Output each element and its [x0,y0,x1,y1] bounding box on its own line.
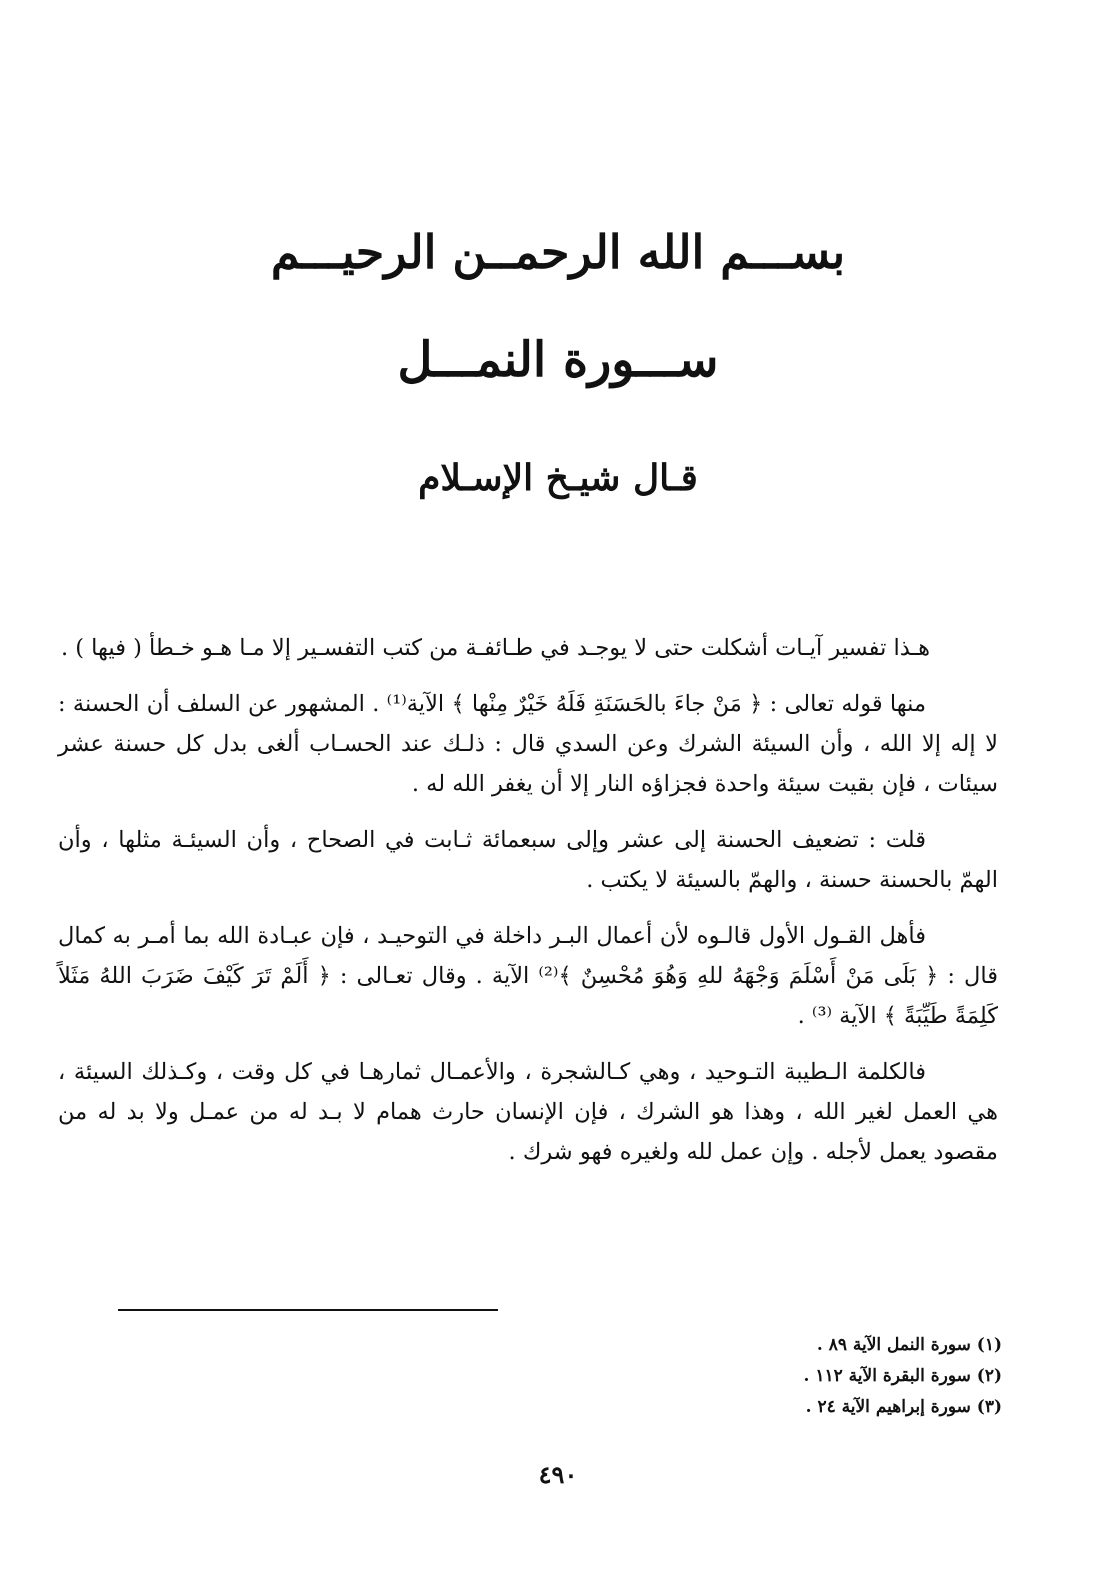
footnote-divider [118,1309,498,1311]
footnote: (٣) سورة إبراهيم الآية ٢٤ . [805,1397,1002,1417]
basmala-heading: بســـم الله الرحمــن الرحيـــم [270,225,846,279]
paragraph: قلت : تضعيف الحسنة إلى عشر وإلى سبعمائة ثـابت في الصحاح ، وأن السيئـة مثلها ، وأن الهمّ بالحسنة حسنة ، والهمّ بالسيئة لا يكتب . [58,827,998,893]
paragraph: فأهل القـول الأول قالـوه لأن أعمال البـر داخلة في التوحيـد ، فإن عبـادة الله بما أمـر به كمال قال : ﴿ بَلَى مَنْ أَسْلَمَ وَجْهَهُ للهِ وَهُوَ مُحْسِنٌ ﴾⁽²⁾ الآية . وقال تعـالى : ﴿ أَلَمْ تَرَ كَيْفَ ضَرَبَ اللهُ مَثَلاً كَلِمَةً طَيِّبَةً ﴾ الآية ⁽³⁾ . [58,923,998,1029]
page-number: ٤٩٠ [538,1460,578,1489]
surah-title: ســـورة النمـــل [397,332,719,388]
paragraph: فالكلمة الـطيبة التـوحيد ، وهي كـالشجرة ، والأعمـال ثمارهـا في كل وقت ، وكـذلك السيئة ، هي العمل لغير الله ، وهذا هو الشرك ، فإن الإنسان حارث همام لا بـد له من عمـل ولا بد له من مقصود يعمل لأجله . وإن عمل لله ولغيره فهو شرك . [58,1059,998,1165]
footnote: (١) سورة النمل الآية ٨٩ . [816,1335,1002,1355]
paragraph: منها قوله تعالى : ﴿ مَنْ جاءَ بالحَسَنَةِ فَلَهُ خَيْرٌ مِنْها ﴾ الآية⁽¹⁾ . المشهور عن السلف أن الحسنة : لا إله إلا الله ، وأن السيئة الشرك وعن السدي قال : ذلـك عند الحسـاب ألغى بدل كل حسنة عشر سيئات ، فإن بقيت سيئة واحدة فجزاؤه النار إلا أن يغفر الله له . [58,691,998,797]
footnotes [442,1330,1002,1423]
speaker-heading: قـال شيـخ الإسـلام [418,457,698,499]
body-text [58,628,998,1188]
footnote: (٢) سورة البقرة الآية ١١٢ . [803,1366,1002,1386]
paragraph: هـذا تفسير آيـات أشكلت حتى لا يوجـد في طـائفـة من كتب التفسـير إلا مـا هـو خـطأ ( فيها ) . [60,635,930,661]
